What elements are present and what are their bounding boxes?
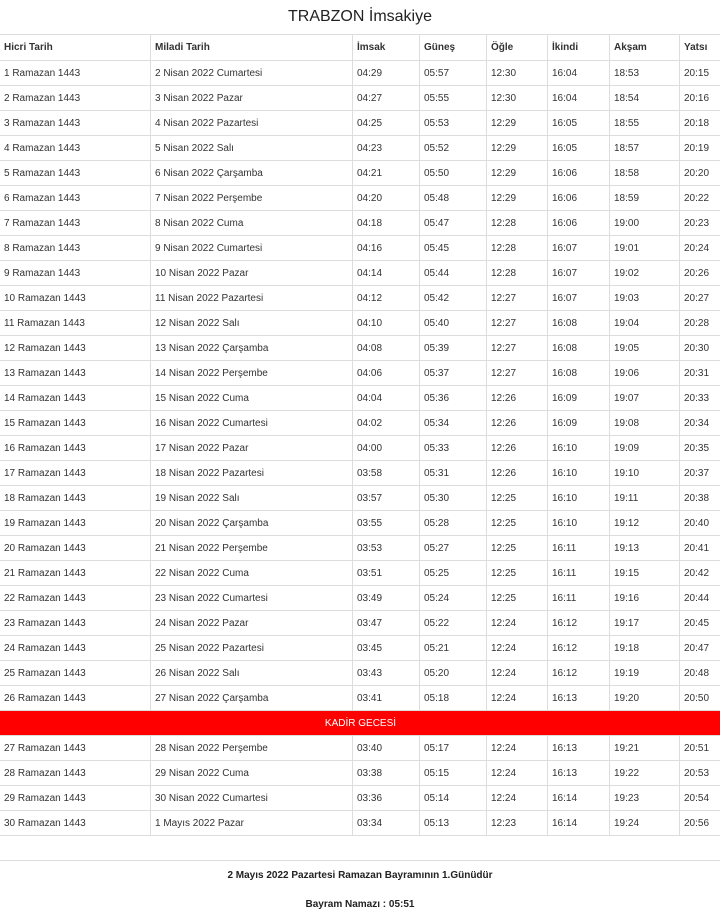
table-row <box>0 236 720 261</box>
cell-gunes: 05:14 <box>420 786 487 811</box>
cell-gunes: 05:30 <box>420 486 487 511</box>
cell-yatsi: 20:15 <box>680 61 720 86</box>
cell-gunes: 05:40 <box>420 311 487 336</box>
cell-hicri-tarih: 20 Ramazan 1443 <box>0 536 151 561</box>
cell-aksam: 19:03 <box>610 286 680 311</box>
header-ogle: Öğle <box>487 35 548 61</box>
cell-gunes: 05:18 <box>420 686 487 711</box>
cell-yatsi: 20:27 <box>680 286 720 311</box>
cell-ikindi: 16:10 <box>548 461 610 486</box>
cell-ogle: 12:28 <box>487 236 548 261</box>
cell-miladi-tarih: 12 Nisan 2022 Salı <box>151 311 353 336</box>
cell-miladi-tarih: 29 Nisan 2022 Cuma <box>151 761 353 786</box>
cell-hicri-tarih: 23 Ramazan 1443 <box>0 611 151 636</box>
kadir-gecesi-label: KADİR GECESİ <box>0 711 720 736</box>
cell-gunes: 05:25 <box>420 561 487 586</box>
cell-aksam: 19:08 <box>610 411 680 436</box>
cell-miladi-tarih: 14 Nisan 2022 Perşembe <box>151 361 353 386</box>
cell-aksam: 19:22 <box>610 761 680 786</box>
cell-aksam: 19:04 <box>610 311 680 336</box>
cell-ikindi: 16:06 <box>548 161 610 186</box>
table-body <box>0 61 720 836</box>
cell-imsak: 03:51 <box>353 561 420 586</box>
cell-aksam: 19:09 <box>610 436 680 461</box>
header-yatsi: Yatsı <box>680 35 720 61</box>
cell-ikindi: 16:06 <box>548 186 610 211</box>
cell-aksam: 19:21 <box>610 736 680 761</box>
cell-ikindi: 16:12 <box>548 661 610 686</box>
table-row <box>0 411 720 436</box>
cell-ogle: 12:27 <box>487 336 548 361</box>
cell-gunes: 05:13 <box>420 811 487 836</box>
table-row <box>0 186 720 211</box>
cell-aksam: 18:55 <box>610 111 680 136</box>
cell-gunes: 05:20 <box>420 661 487 686</box>
cell-ogle: 12:26 <box>487 411 548 436</box>
cell-ikindi: 16:04 <box>548 61 610 86</box>
cell-hicri-tarih: 19 Ramazan 1443 <box>0 511 151 536</box>
cell-ogle: 12:24 <box>487 761 548 786</box>
cell-aksam: 18:53 <box>610 61 680 86</box>
cell-yatsi: 20:20 <box>680 161 720 186</box>
cell-gunes: 05:44 <box>420 261 487 286</box>
cell-yatsi: 20:23 <box>680 211 720 236</box>
cell-gunes: 05:21 <box>420 636 487 661</box>
header-gunes: Güneş <box>420 35 487 61</box>
table-row <box>0 311 720 336</box>
table-row <box>0 61 720 86</box>
kadir-gecesi-row <box>0 711 720 736</box>
cell-aksam: 19:13 <box>610 536 680 561</box>
cell-ikindi: 16:08 <box>548 311 610 336</box>
table-row <box>0 636 720 661</box>
cell-miladi-tarih: 24 Nisan 2022 Pazar <box>151 611 353 636</box>
cell-yatsi: 20:33 <box>680 386 720 411</box>
cell-aksam: 19:23 <box>610 786 680 811</box>
table-row <box>0 536 720 561</box>
cell-miladi-tarih: 23 Nisan 2022 Cumartesi <box>151 586 353 611</box>
cell-gunes: 05:34 <box>420 411 487 436</box>
cell-ikindi: 16:05 <box>548 111 610 136</box>
cell-imsak: 03:40 <box>353 736 420 761</box>
cell-ogle: 12:26 <box>487 461 548 486</box>
cell-aksam: 19:11 <box>610 486 680 511</box>
cell-miladi-tarih: 19 Nisan 2022 Salı <box>151 486 353 511</box>
cell-miladi-tarih: 8 Nisan 2022 Cuma <box>151 211 353 236</box>
cell-yatsi: 20:40 <box>680 511 720 536</box>
page-title: TRABZON İmsakiye <box>287 8 432 25</box>
cell-yatsi: 20:51 <box>680 736 720 761</box>
cell-hicri-tarih: 27 Ramazan 1443 <box>0 736 151 761</box>
cell-yatsi: 20:22 <box>680 186 720 211</box>
cell-hicri-tarih: 24 Ramazan 1443 <box>0 636 151 661</box>
cell-miladi-tarih: 25 Nisan 2022 Pazartesi <box>151 636 353 661</box>
cell-imsak: 04:08 <box>353 336 420 361</box>
cell-ikindi: 16:08 <box>548 361 610 386</box>
cell-imsak: 03:49 <box>353 586 420 611</box>
cell-gunes: 05:39 <box>420 336 487 361</box>
cell-hicri-tarih: 14 Ramazan 1443 <box>0 386 151 411</box>
bayram-namazi: Bayram Namazı : 05:51 <box>305 899 415 910</box>
cell-hicri-tarih: 18 Ramazan 1443 <box>0 486 151 511</box>
cell-aksam: 19:10 <box>610 461 680 486</box>
table-row <box>0 786 720 811</box>
cell-gunes: 05:15 <box>420 761 487 786</box>
cell-hicri-tarih: 9 Ramazan 1443 <box>0 261 151 286</box>
cell-miladi-tarih: 7 Nisan 2022 Perşembe <box>151 186 353 211</box>
cell-hicri-tarih: 26 Ramazan 1443 <box>0 686 151 711</box>
cell-ikindi: 16:13 <box>548 761 610 786</box>
cell-miladi-tarih: 17 Nisan 2022 Pazar <box>151 436 353 461</box>
cell-gunes: 05:36 <box>420 386 487 411</box>
cell-ogle: 12:27 <box>487 286 548 311</box>
cell-hicri-tarih: 16 Ramazan 1443 <box>0 436 151 461</box>
cell-miladi-tarih: 16 Nisan 2022 Cumartesi <box>151 411 353 436</box>
cell-aksam: 19:16 <box>610 586 680 611</box>
header-hicri-tarih: Hicri Tarih <box>0 35 151 61</box>
cell-aksam: 18:59 <box>610 186 680 211</box>
table-row <box>0 86 720 111</box>
cell-gunes: 05:52 <box>420 136 487 161</box>
cell-gunes: 05:24 <box>420 586 487 611</box>
cell-miladi-tarih: 9 Nisan 2022 Cumartesi <box>151 236 353 261</box>
cell-hicri-tarih: 5 Ramazan 1443 <box>0 161 151 186</box>
cell-yatsi: 20:47 <box>680 636 720 661</box>
cell-imsak: 03:57 <box>353 486 420 511</box>
cell-imsak: 04:14 <box>353 261 420 286</box>
cell-yatsi: 20:48 <box>680 661 720 686</box>
table-row <box>0 361 720 386</box>
header-ikindi: İkindi <box>548 35 610 61</box>
cell-gunes: 05:47 <box>420 211 487 236</box>
cell-hicri-tarih: 13 Ramazan 1443 <box>0 361 151 386</box>
cell-ikindi: 16:07 <box>548 236 610 261</box>
cell-ogle: 12:27 <box>487 361 548 386</box>
cell-imsak: 04:06 <box>353 361 420 386</box>
header-aksam: Akşam <box>610 35 680 61</box>
cell-ikindi: 16:14 <box>548 786 610 811</box>
cell-miladi-tarih: 4 Nisan 2022 Pazartesi <box>151 111 353 136</box>
cell-imsak: 03:36 <box>353 786 420 811</box>
cell-hicri-tarih: 10 Ramazan 1443 <box>0 286 151 311</box>
cell-imsak: 03:38 <box>353 761 420 786</box>
cell-yatsi: 20:45 <box>680 611 720 636</box>
cell-imsak: 04:02 <box>353 411 420 436</box>
cell-miladi-tarih: 20 Nisan 2022 Çarşamba <box>151 511 353 536</box>
cell-yatsi: 20:50 <box>680 686 720 711</box>
cell-hicri-tarih: 17 Ramazan 1443 <box>0 461 151 486</box>
table-row <box>0 211 720 236</box>
cell-aksam: 18:58 <box>610 161 680 186</box>
cell-yatsi: 20:41 <box>680 536 720 561</box>
cell-hicri-tarih: 12 Ramazan 1443 <box>0 336 151 361</box>
cell-imsak: 03:41 <box>353 686 420 711</box>
table-row <box>0 586 720 611</box>
cell-imsak: 04:18 <box>353 211 420 236</box>
cell-yatsi: 20:37 <box>680 461 720 486</box>
cell-ikindi: 16:10 <box>548 436 610 461</box>
footer <box>0 860 720 912</box>
cell-yatsi: 20:35 <box>680 436 720 461</box>
table-row <box>0 611 720 636</box>
cell-hicri-tarih: 4 Ramazan 1443 <box>0 136 151 161</box>
cell-aksam: 19:00 <box>610 211 680 236</box>
cell-imsak: 04:21 <box>353 161 420 186</box>
cell-gunes: 05:33 <box>420 436 487 461</box>
cell-aksam: 19:01 <box>610 236 680 261</box>
cell-miladi-tarih: 11 Nisan 2022 Pazartesi <box>151 286 353 311</box>
cell-miladi-tarih: 26 Nisan 2022 Salı <box>151 661 353 686</box>
cell-ikindi: 16:12 <box>548 611 610 636</box>
cell-miladi-tarih: 2 Nisan 2022 Cumartesi <box>151 61 353 86</box>
cell-yatsi: 20:26 <box>680 261 720 286</box>
cell-imsak: 04:04 <box>353 386 420 411</box>
cell-ogle: 12:24 <box>487 636 548 661</box>
table-header-row <box>0 35 720 61</box>
cell-ogle: 12:29 <box>487 136 548 161</box>
table-row <box>0 261 720 286</box>
cell-ogle: 12:24 <box>487 786 548 811</box>
table-row <box>0 436 720 461</box>
cell-yatsi: 20:53 <box>680 761 720 786</box>
cell-hicri-tarih: 15 Ramazan 1443 <box>0 411 151 436</box>
cell-ikindi: 16:11 <box>548 586 610 611</box>
cell-ogle: 12:26 <box>487 436 548 461</box>
cell-hicri-tarih: 1 Ramazan 1443 <box>0 61 151 86</box>
cell-aksam: 19:15 <box>610 561 680 586</box>
cell-ogle: 12:28 <box>487 261 548 286</box>
cell-aksam: 19:18 <box>610 636 680 661</box>
cell-hicri-tarih: 11 Ramazan 1443 <box>0 311 151 336</box>
cell-ogle: 12:25 <box>487 536 548 561</box>
cell-gunes: 05:48 <box>420 186 487 211</box>
cell-ikindi: 16:04 <box>548 86 610 111</box>
table-row <box>0 736 720 761</box>
cell-hicri-tarih: 6 Ramazan 1443 <box>0 186 151 211</box>
cell-gunes: 05:55 <box>420 86 487 111</box>
cell-gunes: 05:57 <box>420 61 487 86</box>
cell-ikindi: 16:10 <box>548 511 610 536</box>
cell-imsak: 04:00 <box>353 436 420 461</box>
cell-imsak: 03:55 <box>353 511 420 536</box>
cell-aksam: 19:12 <box>610 511 680 536</box>
cell-yatsi: 20:18 <box>680 111 720 136</box>
cell-ogle: 12:30 <box>487 61 548 86</box>
cell-yatsi: 20:24 <box>680 236 720 261</box>
cell-yatsi: 20:31 <box>680 361 720 386</box>
cell-hicri-tarih: 3 Ramazan 1443 <box>0 111 151 136</box>
cell-yatsi: 20:19 <box>680 136 720 161</box>
cell-imsak: 04:27 <box>353 86 420 111</box>
cell-aksam: 19:05 <box>610 336 680 361</box>
cell-imsak: 03:34 <box>353 811 420 836</box>
cell-aksam: 19:02 <box>610 261 680 286</box>
cell-hicri-tarih: 22 Ramazan 1443 <box>0 586 151 611</box>
table-row <box>0 336 720 361</box>
cell-yatsi: 20:16 <box>680 86 720 111</box>
cell-miladi-tarih: 15 Nisan 2022 Cuma <box>151 386 353 411</box>
cell-hicri-tarih: 29 Ramazan 1443 <box>0 786 151 811</box>
cell-ikindi: 16:13 <box>548 686 610 711</box>
cell-miladi-tarih: 28 Nisan 2022 Perşembe <box>151 736 353 761</box>
cell-yatsi: 20:44 <box>680 586 720 611</box>
cell-aksam: 19:17 <box>610 611 680 636</box>
cell-miladi-tarih: 13 Nisan 2022 Çarşamba <box>151 336 353 361</box>
cell-imsak: 04:23 <box>353 136 420 161</box>
header-imsak: İmsak <box>353 35 420 61</box>
cell-imsak: 03:45 <box>353 636 420 661</box>
cell-miladi-tarih: 30 Nisan 2022 Cumartesi <box>151 786 353 811</box>
cell-miladi-tarih: 10 Nisan 2022 Pazar <box>151 261 353 286</box>
cell-hicri-tarih: 2 Ramazan 1443 <box>0 86 151 111</box>
table-row <box>0 686 720 711</box>
cell-imsak: 03:43 <box>353 661 420 686</box>
cell-hicri-tarih: 25 Ramazan 1443 <box>0 661 151 686</box>
cell-ikindi: 16:14 <box>548 811 610 836</box>
cell-imsak: 04:12 <box>353 286 420 311</box>
cell-yatsi: 20:34 <box>680 411 720 436</box>
cell-imsak: 04:20 <box>353 186 420 211</box>
table-row <box>0 386 720 411</box>
cell-yatsi: 20:56 <box>680 811 720 836</box>
table-row <box>0 811 720 836</box>
cell-aksam: 19:24 <box>610 811 680 836</box>
cell-ikindi: 16:08 <box>548 336 610 361</box>
cell-imsak: 03:53 <box>353 536 420 561</box>
cell-yatsi: 20:30 <box>680 336 720 361</box>
cell-yatsi: 20:54 <box>680 786 720 811</box>
cell-gunes: 05:50 <box>420 161 487 186</box>
cell-ogle: 12:25 <box>487 486 548 511</box>
cell-imsak: 04:10 <box>353 311 420 336</box>
cell-ogle: 12:24 <box>487 686 548 711</box>
table-row <box>0 461 720 486</box>
table-row <box>0 761 720 786</box>
cell-gunes: 05:37 <box>420 361 487 386</box>
cell-gunes: 05:27 <box>420 536 487 561</box>
cell-gunes: 05:28 <box>420 511 487 536</box>
cell-miladi-tarih: 21 Nisan 2022 Perşembe <box>151 536 353 561</box>
cell-gunes: 05:17 <box>420 736 487 761</box>
cell-ikindi: 16:12 <box>548 636 610 661</box>
header-miladi-tarih: Miladi Tarih <box>151 35 353 61</box>
cell-aksam: 19:19 <box>610 661 680 686</box>
cell-gunes: 05:42 <box>420 286 487 311</box>
cell-aksam: 19:06 <box>610 361 680 386</box>
cell-ikindi: 16:13 <box>548 736 610 761</box>
cell-yatsi: 20:28 <box>680 311 720 336</box>
imsakiye-table <box>0 34 720 836</box>
cell-ogle: 12:23 <box>487 811 548 836</box>
cell-ikindi: 16:05 <box>548 136 610 161</box>
cell-yatsi: 20:38 <box>680 486 720 511</box>
bayram-note: 2 Mayıs 2022 Pazartesi Ramazan Bayramının 1.Günüdür <box>227 870 493 881</box>
table-row <box>0 136 720 161</box>
cell-aksam: 19:20 <box>610 686 680 711</box>
cell-miladi-tarih: 3 Nisan 2022 Pazar <box>151 86 353 111</box>
cell-gunes: 05:31 <box>420 461 487 486</box>
cell-imsak: 04:16 <box>353 236 420 261</box>
cell-aksam: 18:54 <box>610 86 680 111</box>
cell-ogle: 12:29 <box>487 111 548 136</box>
cell-ogle: 12:30 <box>487 86 548 111</box>
table-row <box>0 511 720 536</box>
table-row <box>0 661 720 686</box>
cell-hicri-tarih: 28 Ramazan 1443 <box>0 761 151 786</box>
cell-miladi-tarih: 1 Mayıs 2022 Pazar <box>151 811 353 836</box>
cell-hicri-tarih: 30 Ramazan 1443 <box>0 811 151 836</box>
cell-miladi-tarih: 22 Nisan 2022 Cuma <box>151 561 353 586</box>
cell-yatsi: 20:42 <box>680 561 720 586</box>
cell-ikindi: 16:09 <box>548 386 610 411</box>
cell-ikindi: 16:09 <box>548 411 610 436</box>
cell-miladi-tarih: 27 Nisan 2022 Çarşamba <box>151 686 353 711</box>
cell-miladi-tarih: 18 Nisan 2022 Pazartesi <box>151 461 353 486</box>
cell-gunes: 05:45 <box>420 236 487 261</box>
cell-ogle: 12:27 <box>487 311 548 336</box>
cell-imsak: 03:58 <box>353 461 420 486</box>
cell-hicri-tarih: 7 Ramazan 1443 <box>0 211 151 236</box>
cell-imsak: 04:29 <box>353 61 420 86</box>
cell-ogle: 12:25 <box>487 561 548 586</box>
cell-ikindi: 16:07 <box>548 261 610 286</box>
cell-ikindi: 16:07 <box>548 286 610 311</box>
cell-ikindi: 16:10 <box>548 486 610 511</box>
cell-ogle: 12:24 <box>487 661 548 686</box>
cell-ikindi: 16:11 <box>548 536 610 561</box>
cell-ikindi: 16:06 <box>548 211 610 236</box>
table-row <box>0 561 720 586</box>
cell-ikindi: 16:11 <box>548 561 610 586</box>
cell-ogle: 12:28 <box>487 211 548 236</box>
cell-imsak: 04:25 <box>353 111 420 136</box>
table-row <box>0 486 720 511</box>
cell-ogle: 12:24 <box>487 736 548 761</box>
cell-ogle: 12:29 <box>487 161 548 186</box>
table-row <box>0 161 720 186</box>
cell-ogle: 12:24 <box>487 611 548 636</box>
cell-hicri-tarih: 21 Ramazan 1443 <box>0 561 151 586</box>
cell-aksam: 18:57 <box>610 136 680 161</box>
cell-gunes: 05:53 <box>420 111 487 136</box>
cell-ogle: 12:29 <box>487 186 548 211</box>
cell-aksam: 19:07 <box>610 386 680 411</box>
cell-ogle: 12:25 <box>487 511 548 536</box>
table-row <box>0 111 720 136</box>
cell-miladi-tarih: 6 Nisan 2022 Çarşamba <box>151 161 353 186</box>
cell-ogle: 12:25 <box>487 586 548 611</box>
cell-miladi-tarih: 5 Nisan 2022 Salı <box>151 136 353 161</box>
cell-hicri-tarih: 8 Ramazan 1443 <box>0 236 151 261</box>
cell-imsak: 03:47 <box>353 611 420 636</box>
cell-gunes: 05:22 <box>420 611 487 636</box>
cell-ogle: 12:26 <box>487 386 548 411</box>
table-row <box>0 286 720 311</box>
